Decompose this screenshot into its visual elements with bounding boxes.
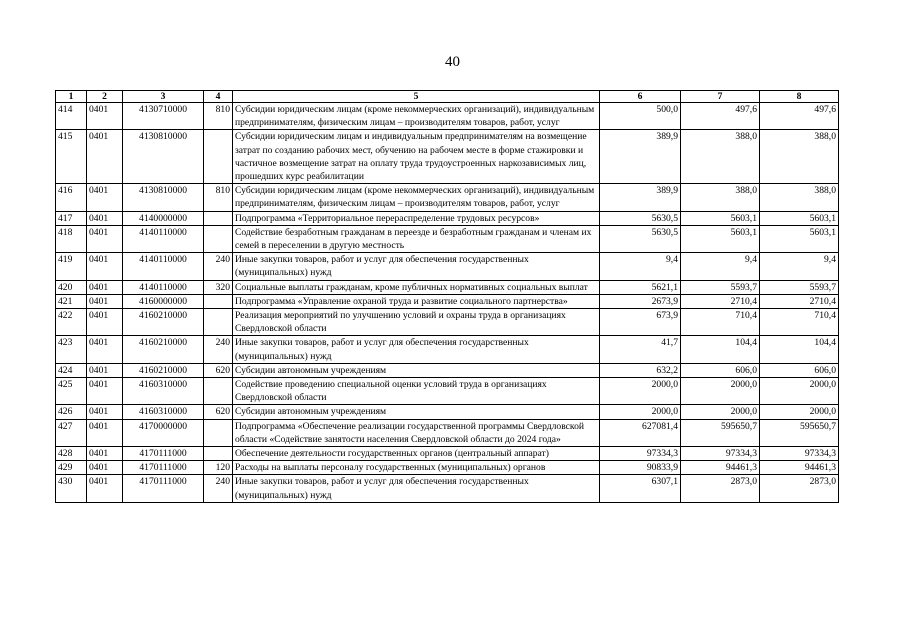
item-name-cell: Реализация мероприятий по улучшению условий и охраны труда в организациях Свердловской области — [233, 309, 600, 336]
target-article-cell: 4160210000 — [123, 363, 204, 377]
table-row — [56, 253, 839, 280]
header-row — [56, 91, 839, 103]
budget-table — [55, 90, 839, 503]
expense-type-cell — [204, 225, 233, 252]
item-name-cell: Субсидии автономным учреждениям — [233, 363, 600, 377]
amount-col6-cell: 5630,5 — [600, 211, 681, 225]
amount-col8-cell: 5603,1 — [760, 225, 839, 252]
table-row — [56, 211, 839, 225]
target-article-cell: 4140110000 — [123, 253, 204, 280]
amount-col7-cell: 388,0 — [681, 130, 760, 184]
amount-col7-cell: 595650,7 — [681, 419, 760, 446]
amount-col6-cell: 673,9 — [600, 309, 681, 336]
amount-col6-cell: 90833,9 — [600, 461, 681, 475]
amount-col7-cell: 97334,3 — [681, 447, 760, 461]
section-code-cell: 0401 — [87, 103, 123, 130]
item-name-cell: Подпрограмма «Территориальное перераспределение трудовых ресурсов» — [233, 211, 600, 225]
amount-col8-cell: 97334,3 — [760, 447, 839, 461]
expense-type-cell — [204, 211, 233, 225]
row-number-cell: 430 — [56, 475, 87, 502]
table-row — [56, 461, 839, 475]
amount-col8-cell: 595650,7 — [760, 419, 839, 446]
target-article-cell: 4130810000 — [123, 130, 204, 184]
target-article-cell: 4170111000 — [123, 475, 204, 502]
amount-col8-cell: 104,4 — [760, 336, 839, 363]
amount-col8-cell: 2000,0 — [760, 378, 839, 405]
section-code-cell: 0401 — [87, 419, 123, 446]
section-code-cell: 0401 — [87, 211, 123, 225]
amount-col6-cell: 2000,0 — [600, 378, 681, 405]
item-name-cell: Подпрограмма «Обеспечение реализации государственной программы Свердловской области «Содействие занятости населения Свердловской области до 2024 года» — [233, 419, 600, 446]
row-number-cell: 427 — [56, 419, 87, 446]
amount-col6-cell: 389,9 — [600, 130, 681, 184]
amount-col6-cell: 5621,1 — [600, 280, 681, 294]
target-article-cell: 4160000000 — [123, 294, 204, 308]
amount-col8-cell: 5603,1 — [760, 211, 839, 225]
table-row — [56, 475, 839, 502]
expense-type-cell: 320 — [204, 280, 233, 294]
column-header: 4 — [204, 91, 233, 103]
column-header: 6 — [600, 91, 681, 103]
amount-col8-cell: 710,4 — [760, 309, 839, 336]
item-name-cell: Обеспечение деятельности государственных органов (центральный аппарат) — [233, 447, 600, 461]
table-row — [56, 294, 839, 308]
section-code-cell: 0401 — [87, 280, 123, 294]
amount-col8-cell: 5593,7 — [760, 280, 839, 294]
table-row — [56, 447, 839, 461]
row-number-cell: 426 — [56, 405, 87, 419]
expense-type-cell: 240 — [204, 253, 233, 280]
amount-col7-cell: 5603,1 — [681, 225, 760, 252]
amount-col8-cell: 388,0 — [760, 130, 839, 184]
section-code-cell: 0401 — [87, 405, 123, 419]
target-article-cell: 4140000000 — [123, 211, 204, 225]
column-header: 1 — [56, 91, 87, 103]
row-number-cell: 417 — [56, 211, 87, 225]
column-header: 5 — [233, 91, 600, 103]
amount-col8-cell: 388,0 — [760, 184, 839, 211]
amount-col8-cell: 497,6 — [760, 103, 839, 130]
table-row — [56, 405, 839, 419]
target-article-cell: 4170111000 — [123, 461, 204, 475]
item-name-cell: Иные закупки товаров, работ и услуг для обеспечения государственных (муниципальных) нужд — [233, 475, 600, 502]
table-row — [56, 225, 839, 252]
row-number-cell: 422 — [56, 309, 87, 336]
amount-col7-cell: 5593,7 — [681, 280, 760, 294]
table-row — [56, 309, 839, 336]
expense-type-cell: 810 — [204, 103, 233, 130]
amount-col7-cell: 497,6 — [681, 103, 760, 130]
section-code-cell: 0401 — [87, 461, 123, 475]
amount-col8-cell: 94461,3 — [760, 461, 839, 475]
amount-col6-cell: 5630,5 — [600, 225, 681, 252]
amount-col7-cell: 606,0 — [681, 363, 760, 377]
section-code-cell: 0401 — [87, 225, 123, 252]
target-article-cell: 4160210000 — [123, 309, 204, 336]
table-row — [56, 280, 839, 294]
section-code-cell: 0401 — [87, 378, 123, 405]
section-code-cell: 0401 — [87, 447, 123, 461]
amount-col7-cell: 2000,0 — [681, 405, 760, 419]
row-number-cell: 414 — [56, 103, 87, 130]
expense-type-cell: 810 — [204, 184, 233, 211]
item-name-cell: Субсидии юридическим лицам (кроме некоммерческих организаций), индивидуальным предпринимателям, физическим лицам – производителям товаров, работ, услуг — [233, 184, 600, 211]
expense-type-cell: 120 — [204, 461, 233, 475]
column-header: 7 — [681, 91, 760, 103]
column-header: 2 — [87, 91, 123, 103]
column-header: 3 — [123, 91, 204, 103]
amount-col6-cell: 632,2 — [600, 363, 681, 377]
row-number-cell: 416 — [56, 184, 87, 211]
table-row — [56, 103, 839, 130]
target-article-cell: 4160210000 — [123, 336, 204, 363]
item-name-cell: Расходы на выплаты персоналу государственных (муниципальных) органов — [233, 461, 600, 475]
amount-col6-cell: 2000,0 — [600, 405, 681, 419]
amount-col8-cell: 2873,0 — [760, 475, 839, 502]
row-number-cell: 424 — [56, 363, 87, 377]
amount-col7-cell: 2710,4 — [681, 294, 760, 308]
section-code-cell: 0401 — [87, 363, 123, 377]
table-row — [56, 363, 839, 377]
amount-col7-cell: 104,4 — [681, 336, 760, 363]
column-header: 8 — [760, 91, 839, 103]
section-code-cell: 0401 — [87, 336, 123, 363]
amount-col7-cell: 710,4 — [681, 309, 760, 336]
row-number-cell: 423 — [56, 336, 87, 363]
item-name-cell: Иные закупки товаров, работ и услуг для обеспечения государственных (муниципальных) нужд — [233, 336, 600, 363]
amount-col8-cell: 606,0 — [760, 363, 839, 377]
amount-col7-cell: 2873,0 — [681, 475, 760, 502]
expense-type-cell — [204, 309, 233, 336]
amount-col8-cell: 2000,0 — [760, 405, 839, 419]
expense-type-cell — [204, 447, 233, 461]
target-article-cell: 4170111000 — [123, 447, 204, 461]
amount-col6-cell: 627081,4 — [600, 419, 681, 446]
amount-col8-cell: 2710,4 — [760, 294, 839, 308]
amount-col6-cell: 97334,3 — [600, 447, 681, 461]
item-name-cell: Субсидии автономным учреждениям — [233, 405, 600, 419]
table-row — [56, 419, 839, 446]
amount-col8-cell: 9,4 — [760, 253, 839, 280]
amount-col7-cell: 2000,0 — [681, 378, 760, 405]
table-row — [56, 336, 839, 363]
table-row — [56, 378, 839, 405]
item-name-cell: Социальные выплаты гражданам, кроме публичных нормативных социальных выплат — [233, 280, 600, 294]
amount-col6-cell: 2673,9 — [600, 294, 681, 308]
section-code-cell: 0401 — [87, 253, 123, 280]
table-row — [56, 184, 839, 211]
row-number-cell: 425 — [56, 378, 87, 405]
section-code-cell: 0401 — [87, 475, 123, 502]
amount-col7-cell: 5603,1 — [681, 211, 760, 225]
section-code-cell: 0401 — [87, 184, 123, 211]
target-article-cell: 4160310000 — [123, 378, 204, 405]
row-number-cell: 429 — [56, 461, 87, 475]
target-article-cell: 4160310000 — [123, 405, 204, 419]
row-number-cell: 428 — [56, 447, 87, 461]
amount-col7-cell: 94461,3 — [681, 461, 760, 475]
expense-type-cell — [204, 378, 233, 405]
item-name-cell: Содействие безработным гражданам в переезде и безработным гражданам и членам их семей в переселении в другую местность — [233, 225, 600, 252]
amount-col6-cell: 500,0 — [600, 103, 681, 130]
amount-col7-cell: 388,0 — [681, 184, 760, 211]
target-article-cell: 4140110000 — [123, 225, 204, 252]
expense-type-cell: 240 — [204, 475, 233, 502]
item-name-cell: Подпрограмма «Управление охраной труда и развитие социального партнерства» — [233, 294, 600, 308]
row-number-cell: 415 — [56, 130, 87, 184]
row-number-cell: 418 — [56, 225, 87, 252]
target-article-cell: 4140110000 — [123, 280, 204, 294]
item-name-cell: Субсидии юридическим лицам (кроме некоммерческих организаций), индивидуальным предпринимателям, физическим лицам – производителям товаров, работ, услуг — [233, 103, 600, 130]
item-name-cell: Иные закупки товаров, работ и услуг для обеспечения государственных (муниципальных) нужд — [233, 253, 600, 280]
target-article-cell: 4130810000 — [123, 184, 204, 211]
amount-col6-cell: 389,9 — [600, 184, 681, 211]
target-article-cell: 4170000000 — [123, 419, 204, 446]
target-article-cell: 4130710000 — [123, 103, 204, 130]
expense-type-cell: 240 — [204, 336, 233, 363]
row-number-cell: 419 — [56, 253, 87, 280]
amount-col6-cell: 41,7 — [600, 336, 681, 363]
section-code-cell: 0401 — [87, 309, 123, 336]
table-row — [56, 130, 839, 184]
expense-type-cell — [204, 130, 233, 184]
item-name-cell: Субсидии юридическим лицам и индивидуальным предпринимателям на возмещение затрат по созданию рабочих мест, обучению на рабочем месте в форме стажировки и частичное возмещение затрат на оплату труда трудоустроенных наркозависимых лиц, прошедших курс реабилитации — [233, 130, 600, 184]
amount-col6-cell: 9,4 — [600, 253, 681, 280]
expense-type-cell — [204, 419, 233, 446]
item-name-cell: Содействие проведению специальной оценки условий труда в организациях Свердловской области — [233, 378, 600, 405]
row-number-cell: 421 — [56, 294, 87, 308]
expense-type-cell: 620 — [204, 405, 233, 419]
expense-type-cell: 620 — [204, 363, 233, 377]
amount-col6-cell: 6307,1 — [600, 475, 681, 502]
row-number-cell: 420 — [56, 280, 87, 294]
section-code-cell: 0401 — [87, 130, 123, 184]
page-number: 40 — [445, 54, 460, 70]
expense-type-cell — [204, 294, 233, 308]
amount-col7-cell: 9,4 — [681, 253, 760, 280]
section-code-cell: 0401 — [87, 294, 123, 308]
